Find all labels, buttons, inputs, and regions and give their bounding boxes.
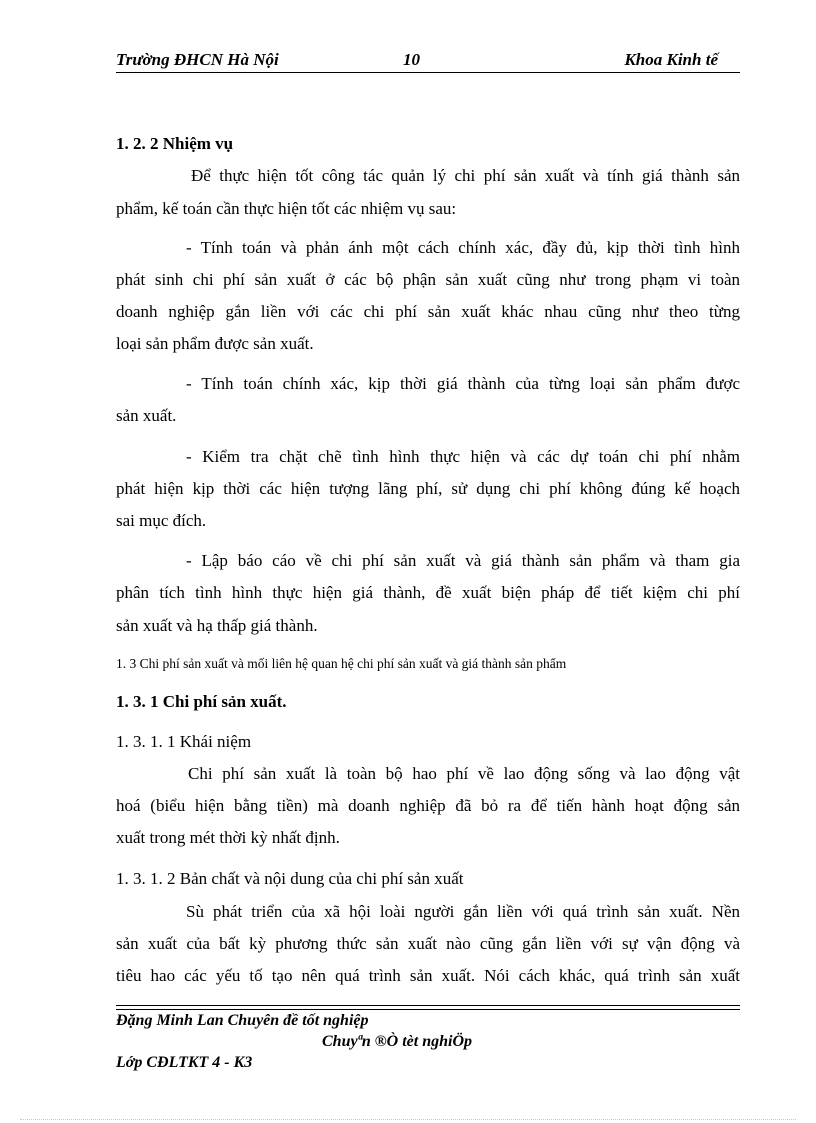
- paragraph-line: Chi phí sản xuất là toàn bộ hao phí về lao động sống và lao động vật: [188, 764, 740, 783]
- paragraph-line: phân tích tình hình thực hiện giá thành, đề xuất biện pháp để tiết kiệm chi phí: [116, 583, 740, 602]
- paragraph-line: sản xuất và hạ thấp giá thành.: [116, 616, 318, 635]
- footer-author: Đặng Minh Lan Chuyên đề tốt nghiệp: [116, 1012, 369, 1029]
- paragraph-line: doanh nghiệp gắn liền với các chi phí sản xuất khác nhau cũng như theo từng: [116, 302, 740, 321]
- paragraph-line: hoá (biểu hiện bằng tiền) mà doanh nghiệp đã bỏ ra để tiến hành hoạt động sản: [116, 796, 740, 815]
- paragraph-line: - Tính toán và phản ánh một cách chính xác, đầy đủ, kịp thời tình hình: [186, 238, 740, 257]
- paragraph-line: phẩm, kế toán cần thực hiện tốt các nhiệm vụ sau:: [116, 199, 457, 218]
- footer-class: Lớp CĐLTKT 4 - K3: [116, 1054, 253, 1071]
- paragraph-line: phát hiện kịp thời các hiện tượng lãng phí, sử dụng chi phí không đúng kế hoạch: [116, 479, 740, 498]
- heading-1-3-1-1: 1. 3. 1. 1 Khái niệm: [116, 732, 252, 751]
- paragraph-line: - Kiểm tra chặt chẽ tình hình thực hiện và các dự toán chi phí nhằm: [186, 447, 740, 466]
- paragraph-line: sai mục đích.: [116, 511, 207, 530]
- page-header: [116, 48, 740, 73]
- header-school: Trường ĐHCN Hà Nội: [116, 50, 279, 69]
- heading-1-2-2: 1. 2. 2 Nhiệm vụ: [116, 134, 234, 153]
- paragraph-line: - Lập báo cáo về chi phí sản xuất và giá thành sản phẩm và tham gia: [186, 551, 740, 570]
- footer-rule: [116, 1009, 740, 1010]
- paragraph-line: Để thực hiện tốt công tác quản lý chi phí sản xuất và tính giá thành sản: [191, 166, 740, 185]
- paragraph-line: phát sinh chi phí sản xuất ở các bộ phận sản xuất cũng như trong phạm vi toàn: [116, 270, 740, 289]
- header-faculty: Khoa Kinh tế: [624, 50, 718, 69]
- page-edge-divider: [20, 1119, 796, 1120]
- paragraph-line: xuất trong mét thời kỳ nhất định.: [116, 828, 340, 847]
- paragraph-line: Sù phát triển của xã hội loài người gắn liền với quá trình sản xuất. Nền: [186, 902, 740, 921]
- paragraph-line: sản xuất.: [116, 406, 177, 425]
- paragraph-line: sản xuất của bất kỳ phương thức sản xuất nào cũng gắn liền với sự vận động và: [116, 934, 740, 953]
- footer-title: Chuyªn ®Ò tèt nghiÖp: [322, 1033, 473, 1050]
- paragraph-line: tiêu hao các yếu tố tạo nên quá trình sản xuất. Nói cách khác, quá trình sản xuất: [116, 966, 740, 985]
- header-page-number: 10: [403, 50, 420, 69]
- heading-1-3: 1. 3 Chi phí sản xuất và mối liên hệ quan hệ chi phí sản xuất và giá thành sản phẩm: [116, 656, 567, 671]
- footer-rule: [116, 1005, 740, 1006]
- heading-1-3-1: 1. 3. 1 Chi phí sản xuất.: [116, 692, 287, 711]
- paragraph-line: loại sản phẩm được sản xuất.: [116, 334, 314, 353]
- heading-1-3-1-2: 1. 3. 1. 2 Bản chất và nội dung của chi phí sản xuất: [116, 869, 464, 888]
- paragraph-line: - Tính toán chính xác, kịp thời giá thành của từng loại sản phẩm được: [186, 374, 740, 393]
